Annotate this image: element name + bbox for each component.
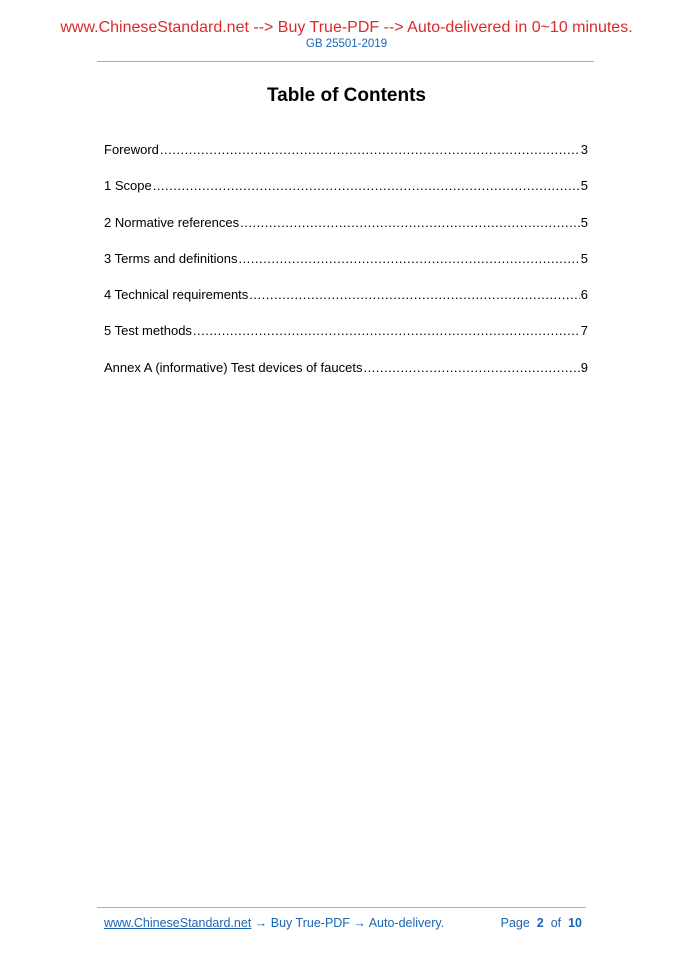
toc-entry-page: 3 xyxy=(580,142,588,157)
toc-list xyxy=(104,141,588,395)
toc-entry-page: 5 xyxy=(580,178,588,194)
toc-entry-label: 4 Technical requirements xyxy=(104,287,249,303)
toc-entry-technical-requirements[interactable] xyxy=(104,286,588,322)
toc-dot-leader xyxy=(240,214,580,232)
header-divider xyxy=(97,61,594,62)
document-code: GB 25501-2019 xyxy=(305,38,388,50)
footer-tagline: → Buy True-PDF → Auto-delivery. xyxy=(251,916,445,930)
current-page-number: 2 xyxy=(536,916,544,930)
toc-entry-label: Foreword xyxy=(104,142,159,157)
toc-dot-leader xyxy=(249,286,579,304)
toc-entry-page: 5 xyxy=(580,214,588,230)
toc-entry-test-methods[interactable] xyxy=(104,322,588,358)
total-pages-number: 10 xyxy=(568,916,582,930)
toc-entry-scope[interactable] xyxy=(104,177,588,213)
toc-dot-leader xyxy=(193,322,580,340)
toc-entry-label: 3 Terms and definitions xyxy=(104,250,238,266)
footer-divider xyxy=(97,907,586,908)
toc-entry-page: 6 xyxy=(580,287,588,303)
footer-left xyxy=(104,916,444,930)
toc-entry-terms-and-definitions[interactable] xyxy=(104,250,588,286)
toc-entry-page: 7 xyxy=(580,323,588,339)
toc-entry-annex-a[interactable] xyxy=(104,359,588,395)
of-word: of xyxy=(550,916,562,930)
toc-title: Table of Contents xyxy=(266,85,427,106)
toc-entry-page: 5 xyxy=(580,250,588,266)
footer-site-link[interactable]: www.ChineseStandard.net xyxy=(104,916,252,930)
toc-dot-leader xyxy=(160,141,580,159)
header-banner-link[interactable]: www.ChineseStandard.net --> Buy True-PDF --> Auto-delivered in 0~10 minutes. xyxy=(60,19,633,36)
toc-dot-leader xyxy=(238,250,579,268)
toc-entry-normative-references[interactable] xyxy=(104,214,588,250)
toc-entry-label: 2 Normative references xyxy=(104,214,240,230)
toc-entry-foreword[interactable] xyxy=(104,141,588,177)
toc-dot-leader xyxy=(363,359,579,377)
toc-entry-label: 5 Test methods xyxy=(104,323,192,339)
toc-entry-page: 9 xyxy=(580,359,588,375)
toc-dot-leader xyxy=(153,177,580,195)
page-word: Page xyxy=(500,916,530,930)
toc-entry-label: Annex A (informative) Test devices of faucets xyxy=(104,359,363,375)
toc-entry-label: 1 Scope xyxy=(104,178,152,194)
page-indicator xyxy=(501,916,582,930)
